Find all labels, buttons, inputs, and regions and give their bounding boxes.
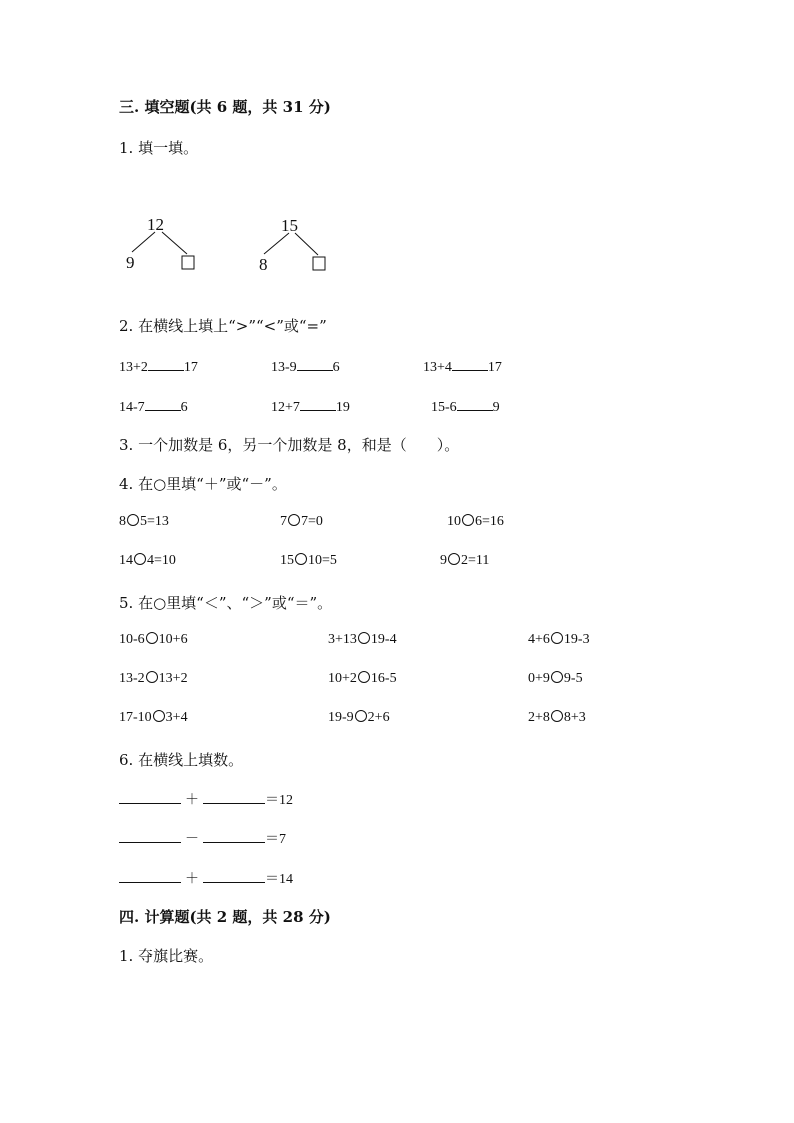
q2-item: 15-6 9 [431, 396, 500, 416]
q5-item: 2+8 8+3 [528, 710, 586, 725]
answer-circle[interactable] [153, 710, 165, 722]
number-tree-1 [120, 210, 200, 280]
q4-prompt: 4. 在○里填“＋”或“－”。 [119, 475, 287, 493]
answer-circle[interactable] [355, 710, 367, 722]
q4-item: 15 10=5 [280, 553, 337, 568]
q1-prompt: 1. 填一填。 [119, 139, 199, 157]
tree2-left-number: 8 [259, 255, 268, 274]
answer-blank[interactable] [457, 396, 493, 411]
q6-item: ＋ ＝14 [119, 868, 293, 888]
q4-item: 14 4=10 [119, 553, 176, 568]
q5-item: 3+13 19-4 [328, 632, 397, 647]
q5-item: 4+6 19-3 [528, 632, 590, 647]
tree1-top-number: 12 [147, 215, 164, 234]
tree2-top-number: 15 [281, 216, 298, 235]
answer-blank[interactable] [203, 828, 265, 843]
q6-prompt: 6. 在横线上填数。 [119, 751, 244, 769]
answer-circle[interactable] [295, 553, 307, 565]
answer-circle[interactable] [551, 710, 563, 722]
q6-item: － ＝7 [119, 828, 286, 848]
answer-circle[interactable] [551, 632, 563, 644]
section4-q1-prompt: 1. 夺旗比赛。 [119, 947, 214, 965]
answer-circle[interactable] [358, 671, 370, 683]
answer-circle[interactable] [127, 514, 139, 526]
answer-box[interactable] [182, 256, 194, 269]
q5-item: 13-2 13+2 [119, 671, 188, 686]
answer-box[interactable] [313, 257, 325, 270]
answer-blank[interactable] [119, 789, 181, 804]
q2-item: 13+2 17 [119, 356, 198, 376]
q3-prompt: 3. 一个加数是 6，另一个加数是 8，和是（ ）。 [119, 436, 460, 454]
answer-circle[interactable] [448, 553, 460, 565]
answer-circle[interactable] [134, 553, 146, 565]
q5-prompt: 5. 在○里填“＜”、“＞”或“＝”。 [119, 594, 333, 612]
q6-item: ＋ ＝12 [119, 789, 293, 809]
q4-item: 7 7=0 [280, 514, 323, 529]
tree1-left-number: 9 [126, 253, 135, 272]
q2-item: 13-9 6 [271, 356, 340, 376]
q2-prompt: 2. 在横线上填上“>”“<”或“=” [119, 317, 327, 335]
q2-item: 14-7 6 [119, 396, 188, 416]
number-tree-2 [252, 210, 332, 280]
answer-blank[interactable] [452, 356, 488, 371]
answer-circle[interactable] [146, 632, 158, 644]
answer-circle[interactable] [551, 671, 563, 683]
q5-item: 10-6 10+6 [119, 632, 188, 647]
answer-blank[interactable] [119, 828, 181, 843]
answer-circle[interactable] [288, 514, 300, 526]
answer-blank[interactable] [148, 356, 184, 371]
section3-heading: 三. 填空题(共 6 题，共 31 分) [119, 98, 331, 116]
q5-item: 0+9 9-5 [528, 671, 583, 686]
q5-item: 17-10 3+4 [119, 710, 188, 725]
q4-item: 8 5=13 [119, 514, 169, 529]
q2-item: 13+4 17 [423, 356, 502, 376]
answer-blank[interactable] [203, 868, 265, 883]
answer-blank[interactable] [119, 868, 181, 883]
q2-item: 12+7 19 [271, 396, 350, 416]
answer-blank[interactable] [203, 789, 265, 804]
answer-circle[interactable] [358, 632, 370, 644]
q4-item: 10 6=16 [447, 514, 504, 529]
answer-blank[interactable] [297, 356, 333, 371]
section4-heading: 四. 计算题(共 2 题，共 28 分) [119, 908, 331, 926]
answer-blank[interactable] [145, 396, 181, 411]
q5-item: 10+2 16-5 [328, 671, 397, 686]
answer-blank[interactable] [300, 396, 336, 411]
q4-item: 9 2=11 [440, 553, 490, 568]
answer-circle[interactable] [462, 514, 474, 526]
answer-circle[interactable] [146, 671, 158, 683]
q5-item: 19-9 2+6 [328, 710, 390, 725]
